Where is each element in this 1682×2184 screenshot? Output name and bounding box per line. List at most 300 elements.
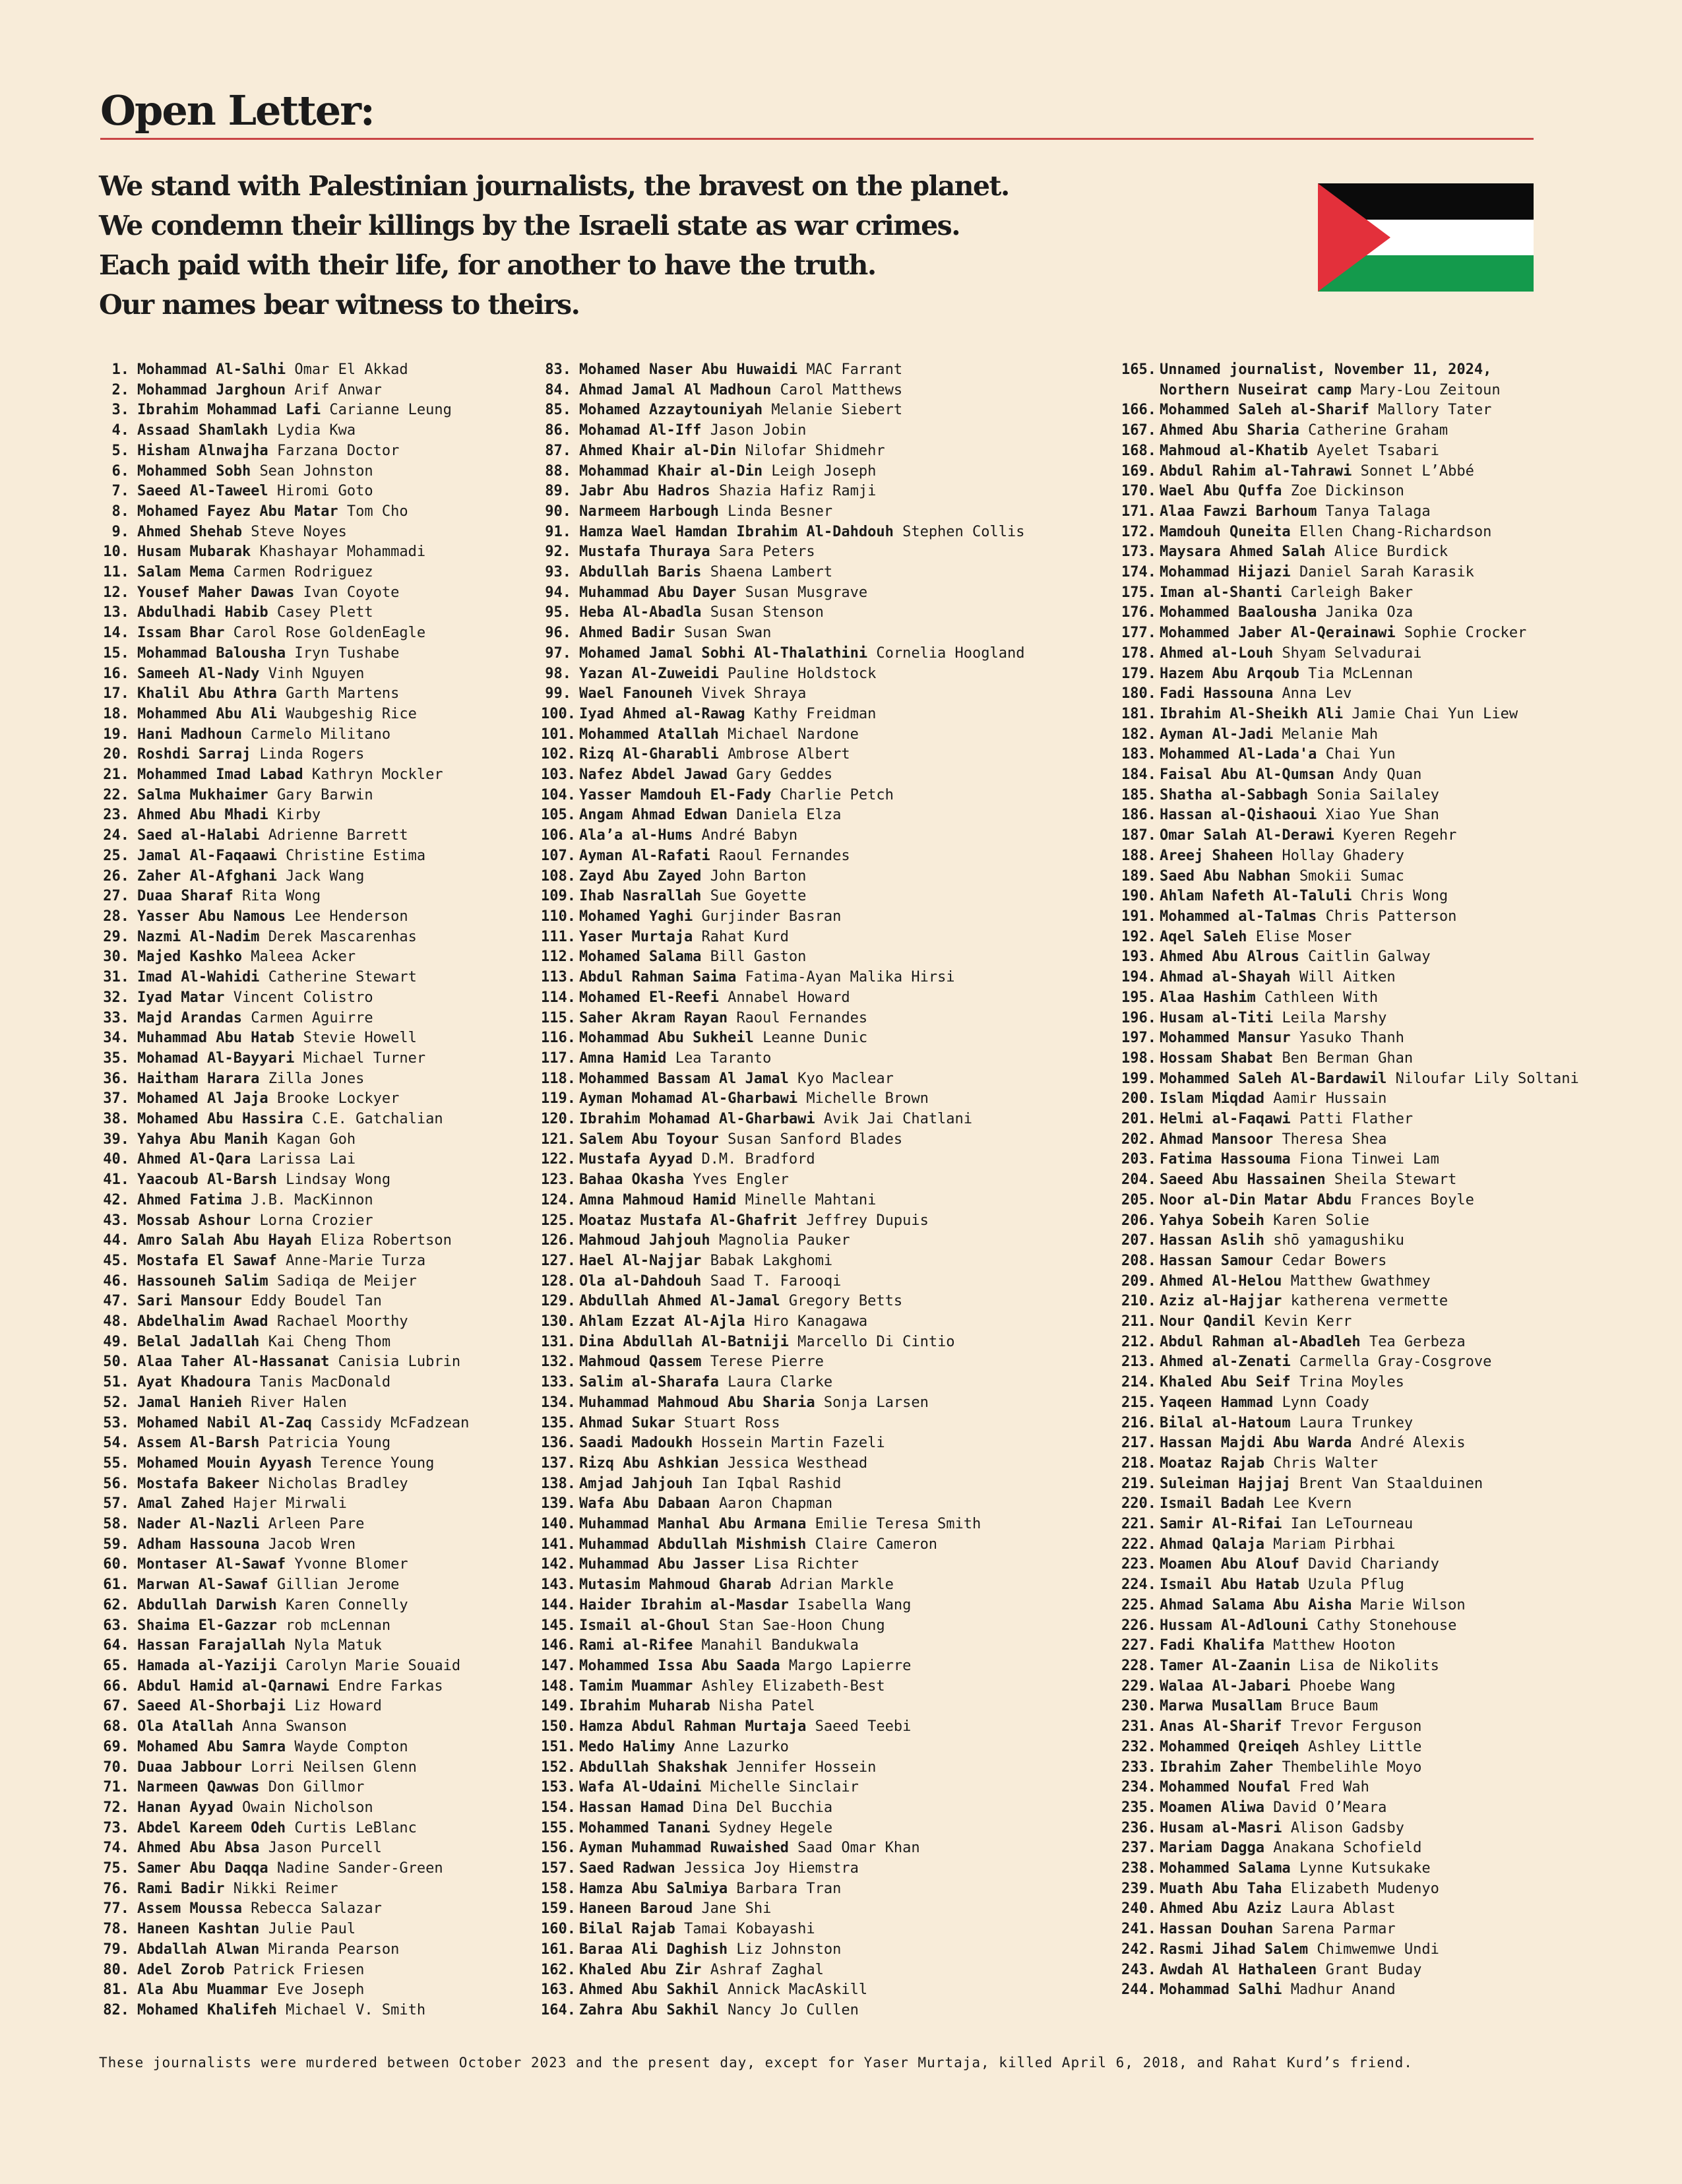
signatory-name: Melanie Siebert: [771, 402, 903, 419]
list-item: [99, 826, 469, 846]
signatory-name: Saad Omar Khan: [797, 1840, 920, 1857]
list-item: [541, 1272, 1025, 1292]
signatory-name: Larissa Lai: [259, 1151, 356, 1168]
signatory-name: Nikki Reimer: [233, 1880, 338, 1897]
entry-number: 66.: [103, 1677, 129, 1695]
signatory-name: Lydia Kwa: [276, 422, 356, 439]
journalist-name: Amro Salah Abu Hayah: [137, 1232, 312, 1249]
entry-number: 169.: [1121, 462, 1156, 480]
entry-number: 150.: [541, 1718, 576, 1735]
list-item: [99, 1717, 469, 1737]
journalist-name: Narmeen Qawwas: [137, 1779, 260, 1796]
list-item: [99, 1332, 469, 1353]
journalist-name: Medo Halimy: [579, 1738, 675, 1755]
entry-number: 99.: [545, 685, 571, 702]
list-item: [1121, 1514, 1579, 1535]
list-item: [99, 846, 469, 867]
signatory-name: Nyla Matuk: [294, 1637, 382, 1654]
list-item: [99, 1677, 469, 1697]
signatory-name: Trina Moyles: [1299, 1374, 1404, 1391]
entry-number: 53.: [103, 1414, 129, 1431]
entry-number: 138.: [541, 1475, 576, 1492]
journalist-name: Mossab Ashour: [137, 1212, 251, 1229]
signatory-name: Xiao Yue Shan: [1325, 807, 1439, 824]
list-item: [541, 360, 1025, 381]
entry-number: 190.: [1121, 888, 1156, 905]
list-item: [99, 1758, 469, 1778]
entry-number: 231.: [1121, 1718, 1156, 1735]
signatory-name: Cedar Bowers: [1282, 1252, 1387, 1269]
journalist-name: Bilal Rajab: [579, 1921, 675, 1938]
list-item: [1121, 664, 1579, 685]
journalist-name: Ahmed Abu Alrous: [1160, 949, 1299, 966]
journalist-name: Abdul Hamid al-Qarnawi: [137, 1677, 330, 1695]
list-item: [1121, 1332, 1579, 1353]
signatory-name: Yvonne Blomer: [294, 1556, 408, 1573]
entry-number: 196.: [1121, 1009, 1156, 1026]
journalist-name: Jamal Hanieh: [137, 1394, 242, 1411]
journalist-name: Zaher Al-Afghani: [137, 867, 277, 885]
entry-number: 129.: [541, 1293, 576, 1310]
entry-number: 154.: [541, 1799, 576, 1816]
list-item: [1121, 1150, 1579, 1170]
entry-number: 243.: [1121, 1961, 1156, 1978]
signatory-name: Jessica Westhead: [728, 1454, 868, 1472]
list-item: [1121, 1798, 1579, 1819]
journalist-name: Hossam Shabat: [1160, 1049, 1274, 1067]
list-item: [541, 1859, 1025, 1879]
entry-number: 16.: [103, 665, 129, 682]
list-item: [1121, 826, 1579, 846]
signatory-name: Carmella Gray-Cosgrove: [1299, 1354, 1492, 1371]
journalist-name: Abdullah Baris: [579, 564, 702, 581]
entry-number: 46.: [103, 1272, 129, 1290]
entry-number: 3.: [111, 402, 129, 419]
signatory-name: Sean Johnston: [259, 462, 373, 480]
signatory-name: Nicholas Bradley: [268, 1475, 408, 1492]
signatory-name: Thembelihle Moyo: [1282, 1759, 1422, 1776]
signatory-name: Ashraf Zaghal: [710, 1961, 824, 1978]
list-item: [1121, 400, 1579, 421]
entry-number: 159.: [541, 1900, 576, 1918]
list-item: [541, 1150, 1025, 1170]
entry-number: 18.: [103, 705, 129, 722]
entry-number: 96.: [545, 625, 571, 642]
signatory-name: Catherine Graham: [1308, 422, 1448, 439]
list-item: [1121, 1717, 1579, 1737]
list-item: [541, 1555, 1025, 1575]
list-item: [1121, 542, 1579, 563]
signatory-name: Elizabeth Mudenyo: [1290, 1880, 1439, 1897]
journalist-name: Belal Jadallah: [137, 1333, 260, 1350]
journalist-name: Wafa Abu Dabaan: [579, 1495, 710, 1513]
entry-number: 43.: [103, 1212, 129, 1229]
list-item: [541, 1170, 1025, 1191]
signatory-name: Curtis LeBlanc: [294, 1819, 417, 1836]
journalist-name: Mohammad Salhi: [1160, 1981, 1282, 1999]
signatory-name: Aamir Hussain: [1273, 1090, 1387, 1108]
entry-number: 78.: [103, 1921, 129, 1938]
entry-number: 163.: [541, 1981, 576, 1999]
entry-number: 132.: [541, 1354, 576, 1371]
signatory-name: katherena vermette: [1290, 1293, 1448, 1310]
entry-number: 98.: [545, 665, 571, 682]
entry-number: 244.: [1121, 1981, 1156, 1999]
signatory-name: Anne Lazurko: [683, 1738, 789, 1755]
list-item: [1121, 1352, 1579, 1373]
journalist-name: Muath Abu Taha: [1160, 1880, 1282, 1897]
intro-line: We condemn their killings by the Israeli state as war crimes.: [99, 210, 960, 241]
signatory-name: Gary Geddes: [736, 766, 833, 784]
list-item: [541, 704, 1025, 725]
entry-number: 153.: [541, 1779, 576, 1796]
signatory-name: Derek Mascarenhas: [268, 928, 417, 945]
journalist-name: Mohammed Noufal: [1160, 1779, 1291, 1796]
list-item: [99, 1454, 469, 1474]
entry-number: 110.: [541, 908, 576, 925]
signatory-name: Magnolia Pauker: [718, 1232, 850, 1249]
signatory-name: Jeffrey Dupuis: [806, 1212, 929, 1229]
list-item: [99, 1575, 469, 1596]
list-item: [541, 1636, 1025, 1656]
signatory-name: Anakana Schofield: [1273, 1840, 1422, 1857]
list-item: [1121, 1292, 1579, 1312]
list-item: [541, 1454, 1025, 1474]
entry-number: 213.: [1121, 1354, 1156, 1371]
entry-number: 200.: [1121, 1090, 1156, 1108]
entry-number: 194.: [1121, 969, 1156, 986]
journalist-name: Assem Moussa: [137, 1900, 242, 1918]
names-column-1: [99, 360, 469, 2021]
list-item: [1121, 927, 1579, 948]
list-item: [99, 1352, 469, 1373]
signatory-name: Tia McLennan: [1308, 665, 1414, 682]
list-item: [1121, 1393, 1579, 1414]
intro-line: Each paid with their life, for another to have the truth.: [99, 249, 876, 281]
list-item: [99, 1150, 469, 1170]
journalist-name: Mohammad Jarghoun: [137, 381, 286, 398]
journalist-name: Rizq Abu Ashkian: [579, 1454, 719, 1472]
journalist-name: Hassouneh Salim: [137, 1272, 268, 1290]
signatory-name: Sadiqa de Meijer: [276, 1272, 417, 1290]
list-item: [541, 1414, 1025, 1434]
entry-number: 127.: [541, 1252, 576, 1269]
list-item: [541, 1758, 1025, 1778]
list-item: [1121, 1535, 1579, 1555]
journalist-name: Muhammad Mahmoud Abu Sharia: [579, 1394, 815, 1411]
entry-number: 87.: [545, 442, 571, 459]
signatory-name: André Babyn: [701, 827, 798, 844]
entry-number: 191.: [1121, 908, 1156, 925]
signatory-name: Jamie Chai Yun Liew: [1352, 705, 1518, 722]
journalist-name: Hamza Abdul Rahman Murtaja: [579, 1718, 807, 1735]
journalist-name: Rizq Al-Gharabli: [579, 746, 719, 763]
journalist-name: Mohammad Al-Salhi: [137, 361, 286, 378]
list-item: [541, 927, 1025, 948]
journalist-name: Abdullah Shakshak: [579, 1759, 728, 1776]
journalist-name: Hassan Hamad: [579, 1799, 684, 1816]
journalist-name: Tamer Al-Zaanin: [1160, 1658, 1291, 1674]
signatory-name: C.E. Gatchalian: [311, 1111, 443, 1128]
journalist-name: Ala Abu Muammar: [137, 1981, 268, 1999]
list-item: [99, 1656, 469, 1677]
signatory-name: Lorna Crozier: [259, 1212, 373, 1229]
journalist-name: Zayd Abu Zayed: [579, 867, 702, 885]
entry-number: 199.: [1121, 1070, 1156, 1087]
signatory-name: Phoebe Wang: [1299, 1677, 1396, 1695]
journalist-name: Ibrahim Muharab: [579, 1698, 710, 1715]
entry-number: 186.: [1121, 807, 1156, 824]
entry-number: 58.: [103, 1516, 129, 1533]
journalist-name: Awdah Al Hathaleen: [1160, 1961, 1317, 1978]
entry-number: 71.: [103, 1779, 129, 1796]
journalist-name: Mohammed Al-Lada'a: [1160, 746, 1317, 763]
list-item: [541, 1778, 1025, 1798]
entry-number: 148.: [541, 1677, 576, 1695]
entry-number: 37.: [103, 1090, 129, 1108]
entry-number: 171.: [1121, 503, 1156, 520]
signatory-name: Ellen Chang-Richardson: [1299, 523, 1492, 540]
entry-number: 216.: [1121, 1414, 1156, 1431]
signatory-name: Raoul Fernandes: [736, 1009, 868, 1026]
signatory-name: Khashayar Mohammadi: [259, 544, 426, 561]
list-item: [1121, 623, 1579, 644]
entry-number: 102.: [541, 746, 576, 763]
journalist-name: Hassan Aslih: [1160, 1232, 1264, 1249]
entry-number: 218.: [1121, 1454, 1156, 1472]
list-item: [541, 664, 1025, 685]
journalist-name: Abdullah Ahmed Al-Jamal: [579, 1293, 780, 1310]
list-item: [541, 968, 1025, 988]
journalist-name: Mohamad Al-Iff: [579, 422, 702, 439]
entry-number: 24.: [103, 827, 129, 844]
entry-number: 146.: [541, 1637, 576, 1654]
list-item: [541, 1514, 1025, 1535]
list-item: [99, 1535, 469, 1555]
signatory-name: Dina Del Bucchia: [693, 1799, 833, 1816]
signatory-name: Kathy Freidman: [753, 705, 877, 722]
entry-number: 28.: [103, 908, 129, 925]
signatory-name: D.M. Bradford: [701, 1151, 815, 1168]
list-item: [1121, 441, 1579, 462]
entry-number: 30.: [103, 949, 129, 966]
signatory-name: Nisha Patel: [718, 1698, 815, 1715]
list-item: [1121, 1454, 1579, 1474]
list-item: [1121, 1170, 1579, 1191]
signatory-name: Laura Ablast: [1290, 1900, 1396, 1918]
list-item: [1121, 1049, 1579, 1069]
signatory-name: Farzana Doctor: [276, 442, 400, 459]
signatory-name: Kevin Kerr: [1264, 1313, 1352, 1330]
entry-number: 145.: [541, 1617, 576, 1634]
entry-number: 19.: [103, 726, 129, 743]
list-item: [541, 1211, 1025, 1232]
signatory-name: Marie Wilson: [1360, 1596, 1466, 1613]
journalist-name: Abdullah Darwish: [137, 1596, 277, 1613]
journalist-name: Maysara Ahmed Salah: [1160, 544, 1326, 561]
signatory-name: Susan Stenson: [710, 604, 824, 621]
journalist-name: Rami Badir: [137, 1880, 225, 1897]
entry-number: 133.: [541, 1374, 576, 1391]
journalist-name: Hamza Abu Salmiya: [579, 1880, 728, 1897]
signatory-name: Lea Taranto: [675, 1049, 772, 1067]
entry-number: 100.: [541, 705, 576, 722]
entry-number: 185.: [1121, 786, 1156, 803]
entry-number: 117.: [541, 1049, 576, 1067]
entry-number: 125.: [541, 1212, 576, 1229]
list-item: [99, 1089, 469, 1109]
entry-number: 210.: [1121, 1293, 1156, 1310]
entry-number: 178.: [1121, 644, 1156, 662]
list-item: [541, 1899, 1025, 1919]
signatory-name: Avik Jai Chatlani: [823, 1111, 973, 1128]
signatory-name: Anne-Marie Turza: [286, 1252, 426, 1269]
signatory-name: Kathryn Mockler: [311, 766, 443, 784]
journalist-name: Mohamed Yaghi: [579, 908, 693, 925]
list-item: [99, 603, 469, 623]
signatory-name: Carmelo Militano: [251, 726, 391, 743]
signatory-name: Jack Wang: [286, 867, 365, 885]
list-item: [99, 1555, 469, 1575]
list-item: [1121, 725, 1579, 745]
journalist-name: Rasmi Jihad Salem: [1160, 1941, 1309, 1958]
signatory-name: Hollay Ghadery: [1282, 847, 1404, 864]
entry-number: 230.: [1121, 1698, 1156, 1715]
journalist-name: Ahmed Abu Aziz: [1160, 1900, 1282, 1918]
signatory-name: Cassidy McFadzean: [321, 1414, 470, 1431]
journalist-name: Mahmoud al-Khatib: [1160, 442, 1309, 459]
journalist-name: Mahmoud Qassem: [579, 1354, 702, 1371]
page-title: Open Letter:: [100, 86, 374, 135]
list-item: [541, 846, 1025, 867]
journalist-name: Abdelhalim Awad: [137, 1313, 268, 1330]
entry-number: 147.: [541, 1658, 576, 1674]
list-item: [1121, 462, 1579, 482]
entry-number: 112.: [541, 949, 576, 966]
list-item: [99, 1211, 469, 1232]
entry-number: 92.: [545, 544, 571, 561]
list-item: [99, 968, 469, 988]
signatory-name: Aaron Chapman: [718, 1495, 833, 1513]
list-item: [1121, 1980, 1579, 2001]
signatory-name: Lynne Kutsukake: [1299, 1860, 1431, 1877]
list-item: [1121, 1109, 1579, 1130]
entry-number: 49.: [103, 1333, 129, 1350]
journalist-name: Marwa Musallam: [1160, 1698, 1282, 1715]
list-item: [541, 867, 1025, 887]
entry-number: 64.: [103, 1637, 129, 1654]
signatory-name: Susan Swan: [683, 625, 772, 642]
signatory-name: Stevie Howell: [303, 1030, 417, 1047]
entry-number: 170.: [1121, 483, 1156, 500]
list-item: [99, 522, 469, 543]
entry-number: 79.: [103, 1941, 129, 1958]
signatory-name: Chimwemwe Undi: [1317, 1941, 1439, 1958]
list-item: [541, 462, 1025, 482]
journalist-name: Ibrahim Mohammad Lafi: [137, 402, 321, 419]
entry-number: 6.: [111, 462, 129, 480]
signatory-name: Lisa Richter: [753, 1556, 859, 1573]
journalist-name: Mustafa Ayyad: [579, 1151, 693, 1168]
journalist-name: Tamim Muammar: [579, 1677, 693, 1695]
signatory-name: Shaena Lambert: [710, 564, 833, 581]
list-item: [1121, 1859, 1579, 1879]
entry-number: 57.: [103, 1495, 129, 1513]
list-item: [99, 623, 469, 644]
signatory-name: Leila Marshy: [1282, 1009, 1387, 1026]
journalist-name: Muhammad Abu Jasser: [579, 1556, 745, 1573]
entry-number: 75.: [103, 1860, 129, 1877]
signatory-name: Charlie Petch: [780, 786, 894, 803]
journalist-name: Mohammed Mansur: [1160, 1030, 1291, 1047]
journalist-name: Iyad Matar: [137, 989, 225, 1006]
list-item: [541, 947, 1025, 968]
list-item: [541, 583, 1025, 604]
journalist-name: Hassan Douhan: [1160, 1921, 1274, 1938]
journalist-name: Ahlam Ezzat Al-Ajla: [579, 1313, 745, 1330]
signatory-name: Carolyn Marie Souaid: [286, 1658, 461, 1674]
signatory-name: Jennifer Hossein: [736, 1759, 877, 1776]
signatory-name: Anna Swanson: [241, 1718, 347, 1735]
signatory-name: Vinh Nguyen: [268, 665, 365, 682]
journalist-name: Ismail Badah: [1160, 1495, 1264, 1513]
signatory-name: Gurjinder Basran: [701, 908, 842, 925]
list-item: [541, 1393, 1025, 1414]
list-item: [541, 1251, 1025, 1272]
signatory-name: Patti Flather: [1299, 1111, 1414, 1128]
signatory-name: Cornelia Hoogland: [876, 644, 1025, 662]
list-item: [1121, 644, 1579, 664]
signatory-name: Manahil Bandukwala: [701, 1637, 859, 1654]
entry-number: 242.: [1121, 1941, 1156, 1958]
journalist-name: Islam Miqdad: [1160, 1090, 1264, 1108]
list-item: [541, 542, 1025, 563]
signatory-name: Fred Wah: [1299, 1779, 1369, 1796]
journalist-name: Yahya Abu Manih: [137, 1131, 268, 1148]
signatory-name: Uzula Pflug: [1308, 1576, 1404, 1594]
journalist-name: Ahmed al-Zenati: [1160, 1354, 1291, 1371]
entry-number: 128.: [541, 1272, 576, 1290]
journalist-name: Yousef Maher Dawas: [137, 584, 295, 601]
journalist-name: Hamza Wael Hamdan Ibrahim Al-Dahdouh: [579, 523, 894, 540]
journalist-name: Ismail al-Ghoul: [579, 1617, 710, 1634]
journalist-name: Rami al-Rifee: [579, 1637, 693, 1654]
signatory-name: Lindsay Wong: [286, 1171, 391, 1189]
signatory-name: Saad T. Farooqi: [710, 1272, 842, 1290]
journalist-name: Mohammad Hijazi: [1160, 564, 1291, 581]
list-item: [541, 1130, 1025, 1150]
journalist-name: Yahya Sobeih: [1160, 1212, 1264, 1229]
journalist-name: Salam Mema: [137, 564, 225, 581]
list-item: [1121, 360, 1542, 400]
list-item: [99, 1393, 469, 1414]
signatory-name: David Chariandy: [1308, 1556, 1439, 1573]
journalist-name: Narmeem Harbough: [579, 503, 719, 520]
signatory-name: Saeed Teebi: [815, 1718, 912, 1735]
signatory-name: Ivan Coyote: [303, 584, 400, 601]
entry-number: 1.: [111, 361, 129, 378]
entry-number: 149.: [541, 1698, 576, 1715]
journalist-name: Hassan Samour: [1160, 1252, 1274, 1269]
signatory-name: Lee Kvern: [1273, 1495, 1352, 1513]
signatory-name: Vincent Colistro: [233, 989, 373, 1006]
list-item: [541, 603, 1025, 623]
list-item: [541, 1616, 1025, 1637]
entry-number: 10.: [103, 544, 129, 561]
list-item: [99, 1879, 469, 1900]
list-item: [1121, 502, 1579, 522]
signatory-name: Brooke Lockyer: [276, 1090, 400, 1108]
